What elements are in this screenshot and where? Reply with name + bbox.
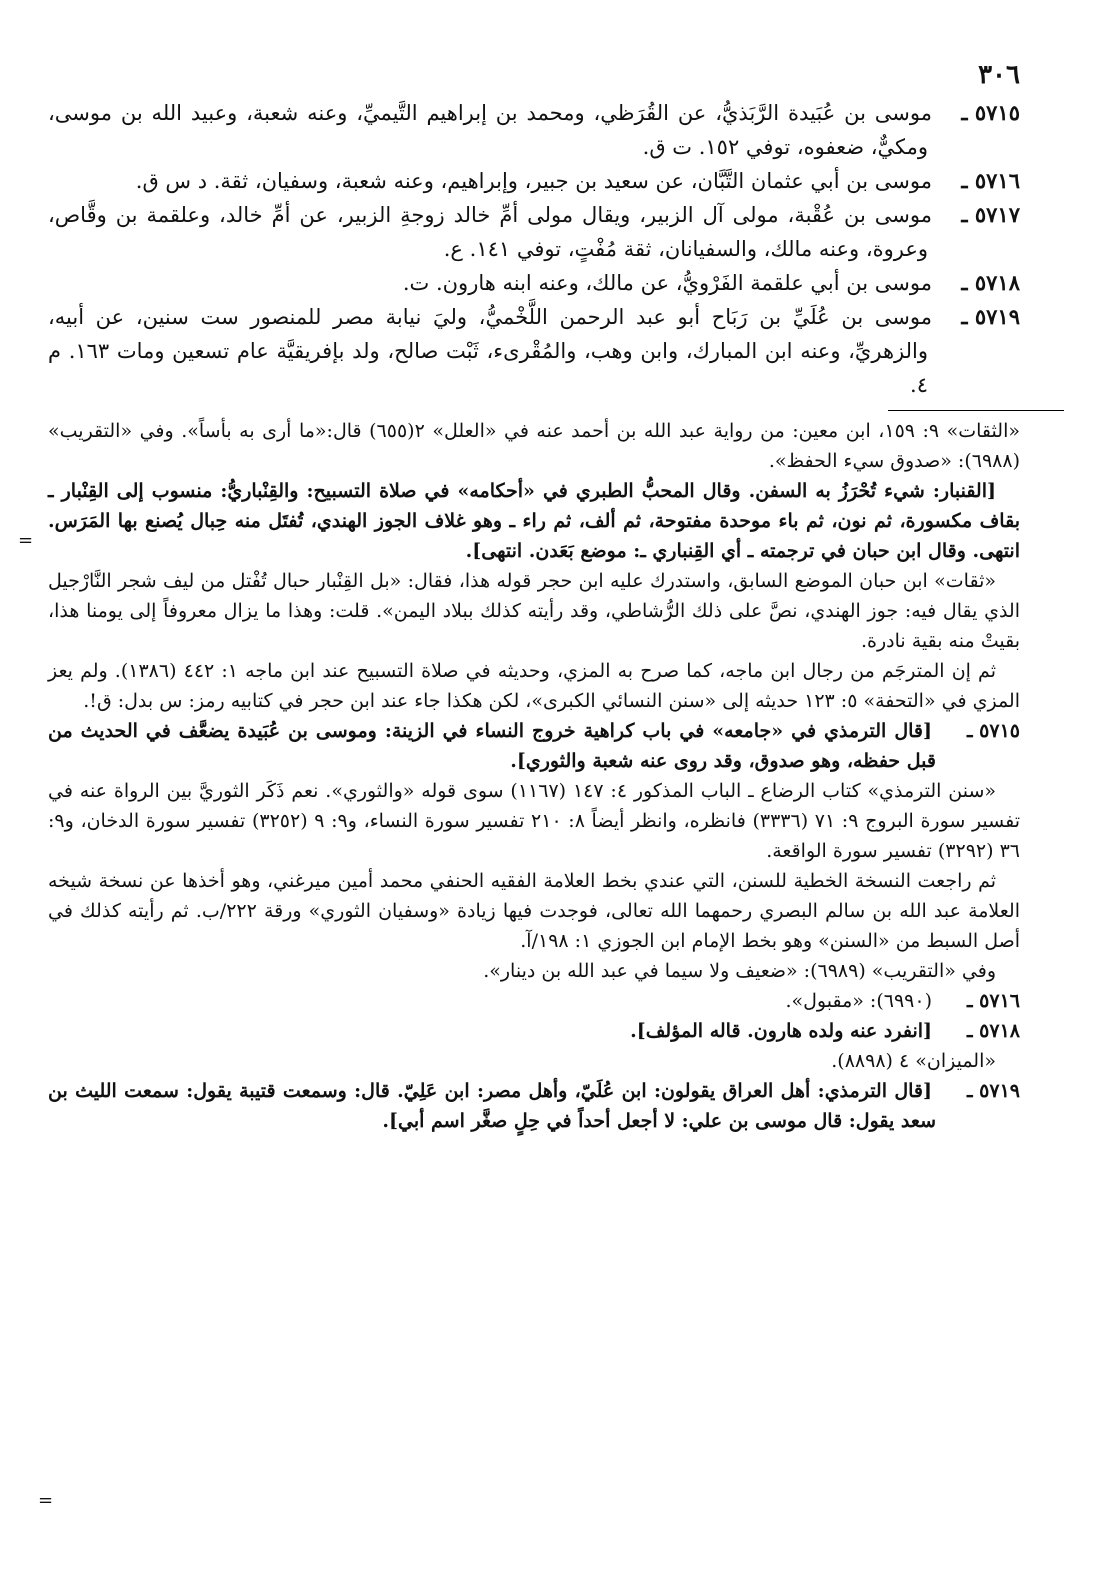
footnote-text: [انفرد عنه ولده هارون. قاله المؤلف]. [630, 1020, 932, 1042]
footnote-paragraph: ثم راجعت النسخة الخطية للسنن، التي عندي بخط العلامة الفقيه الحنفي محمد أمين ميرغني، وهو أخذها عن نسخة شيخه العلامة عبد الله بن سالم البصري رحمهما الله تعالى، فوجدت فيها زيادة «وسفيان الثوري» ورقة ٢٢٢/ب. ثم رأيته كذلك في أصل السبط من «السنن» وهو بخط الإمام ابن الجوزي ١: ١٩٨/آ. [48, 870, 1021, 952]
entry-5715 [48, 96, 1020, 164]
footnote-number: ٥٧١٩ ـ [966, 1080, 1020, 1102]
entry-5719 [48, 300, 1020, 402]
footnote-paragraph: ثم إن المترجَم من رجال ابن ماجه، كما صرح به المزي، وحديثه في صلاة التسبيح عند ابن ماجه ١: ٤٤٢ (١٣٨٦). ولم يعز المزي في «التحفة» ٥: ١٢٣ حديثه إلى «سنن النسائي الكبرى»، لكن هكذا جاء عند ابن حجر في كتابيه رمز: س بدل: ق!. [48, 660, 1020, 712]
entry-5718 [48, 266, 1020, 300]
continuation-mark-top: = [18, 530, 34, 551]
entry-number: ٥٧١٦ ـ [961, 168, 1020, 193]
footnote-entry-5718 [48, 1016, 1020, 1046]
entry-number: ٥٧١٩ ـ [961, 304, 1020, 329]
footnote-number: ٥٧١٨ ـ [966, 1020, 1020, 1042]
entry-text: موسى بن أبي عثمان التَّبَّان، عن سعيد بن جبير، وإبراهيم، وعنه شعبة، وسفيان، ثقة. د س ق. [135, 169, 932, 193]
footnote-entry-5716 [48, 986, 1020, 1016]
entry-number: ٥٧١٧ ـ [961, 202, 1020, 227]
footnote-entry-5715 [48, 716, 1020, 776]
entry-text: موسى بن عُبَيدة الرَّبَذيُّ، عن القُرَظي، ومحمد بن إبراهيم التَّيميِّ، وعنه شعبة، وعبيد الله بن موسى، ومكيٌّ، ضعفوه، توفي ١٥٢. ت ق. [48, 101, 932, 159]
footnote-paragraph: «الثقات» ٩: ١٥٩، ابن معين: من رواية عبد الله بن أحمد عنه في «العلل» ٢(٦٥٥) قال:«ما أرى به بأساً». وفي «التقريب» (٦٩٨٨): «صدوق سيء الحفظ». [48, 420, 1020, 472]
footnote-paragraph: «ثقات» ابن حبان الموضع السابق، واستدرك عليه ابن حجر قوله هذا، فقال: «بل القِنْبار حبال تُفْتل من ليف شجر النَّارْجيل الذي يقال فيه: جوز الهندي، نصَّ على ذلك الرُّشاطي، وقد رأيته كذلك ببلاد اليمن». قلت: وهذا ما يزال معروفاً إلى يومنا هذا، بقيتْ منه بقية نادرة. [48, 570, 1020, 652]
entry-text: موسى بن عُلَيِّ بن رَبَاح أبو عبد الرحمن اللَّخْميُّ، وليَ نيابة مصر للمنصور ست سنين، عن أبيه، والزهريِّ، وعنه ابن المبارك، وابن وهب، والمُقْرىء، ثَبْت صالح، ولد بإفريقيَّة عام تسعين ومات ١٦٣. م ٤. [48, 305, 932, 397]
entry-text: موسى بن عُقْبة، مولى آل الزبير، ويقال مولى أمِّ خالد زوجةِ الزبير، عن أمِّ خالد، وعلقمة بن وقَّاص، وعروة، وعنه مالك، والسفيانان، ثقة مُفْتٍ، توفي ١٤١. ع. [48, 203, 932, 261]
entry-5717 [48, 198, 1020, 266]
book-page [48, 60, 1020, 1136]
footnote-text: [قال الترمذي في «جامعه» في باب كراهية خروج النساء في الزينة: وموسى بن عُبَيدة يضعَّف في الحديث من قبل حفظه، وهو صدوق، وقد روى عنه شعبة والثوري]. [48, 720, 936, 772]
entry-number: ٥٧١٥ ـ [961, 100, 1020, 125]
footnote-divider [48, 402, 1020, 416]
footnote-text: [قال الترمذي: أهل العراق يقولون: ابن عُلَيّ، وأهل مصر: ابن عَلِيّ. قال: وسمعت قتيبة يقول: سمعت الليث بن سعد يقول: قال موسى بن علي: لا أجعل أحداً في حِلٍ صغَّر اسم أبي]. [48, 1080, 936, 1132]
entries-list [48, 96, 1020, 402]
footnotes [48, 416, 1020, 1136]
footnote-paragraph: وفي «التقريب» (٦٩٨٩): «ضعيف ولا سيما في عبد الله بن دينار». [483, 960, 996, 982]
footnote-number: ٥٧١٥ ـ [966, 720, 1020, 742]
continuation-mark-bottom: = [38, 1490, 54, 1511]
footnote-entry-5719 [48, 1076, 1020, 1136]
footnote-text: (٦٩٩٠): «مقبول». [785, 990, 932, 1012]
footnote-paragraph: [القنبار: شيء تُحْرَزُ به السفن. وقال المحبُّ الطبري في «أحكامه» في صلاة التسبيح: والقِنْباريُّ: منسوب إلى القِنْبار ـ بقاف مكسورة، ثم نون، ثم باء موحدة مفتوحة، ثم ألف، ثم راء ـ وهو غلاف الجوز الهندي، تُفتَل منه حِبال يُصنع بها المَرَس. انتهى. وقال ابن حبان في ترجمته ـ أي القِنباري ـ: موضع بَعَدن. انتهى]. [48, 480, 1020, 562]
footnote-paragraph: «سنن الترمذي» كتاب الرضاع ـ الباب المذكور ٤: ١٤٧ (١١٦٧) سوى قوله «والثوري». نعم ذَكَر الثوريَّ بين الرواة عنه في تفسير سورة البروج ٩: ٧١ (٣٣٣٦) فانظره، وانظر أيضاً ٨: ٢١٠ تفسير سورة النساء، و٩: ٩ (٣٢٥٢) تفسير سورة الدخان، و٩: ٣٦ (٣٢٩٢) تفسير سورة الواقعة. [48, 780, 1021, 862]
footnote-paragraph: «الميزان» ٤ (٨٨٩٨). [831, 1050, 996, 1072]
entry-5716 [48, 164, 1020, 198]
footnote-number: ٥٧١٦ ـ [966, 990, 1020, 1012]
entry-number: ٥٧١٨ ـ [961, 270, 1020, 295]
entry-text: موسى بن أبي علقمة الفَرْويُّ، عن مالك، وعنه ابنه هارون. ت. [402, 271, 932, 295]
page-number: ٣٠٦ [978, 60, 1020, 90]
